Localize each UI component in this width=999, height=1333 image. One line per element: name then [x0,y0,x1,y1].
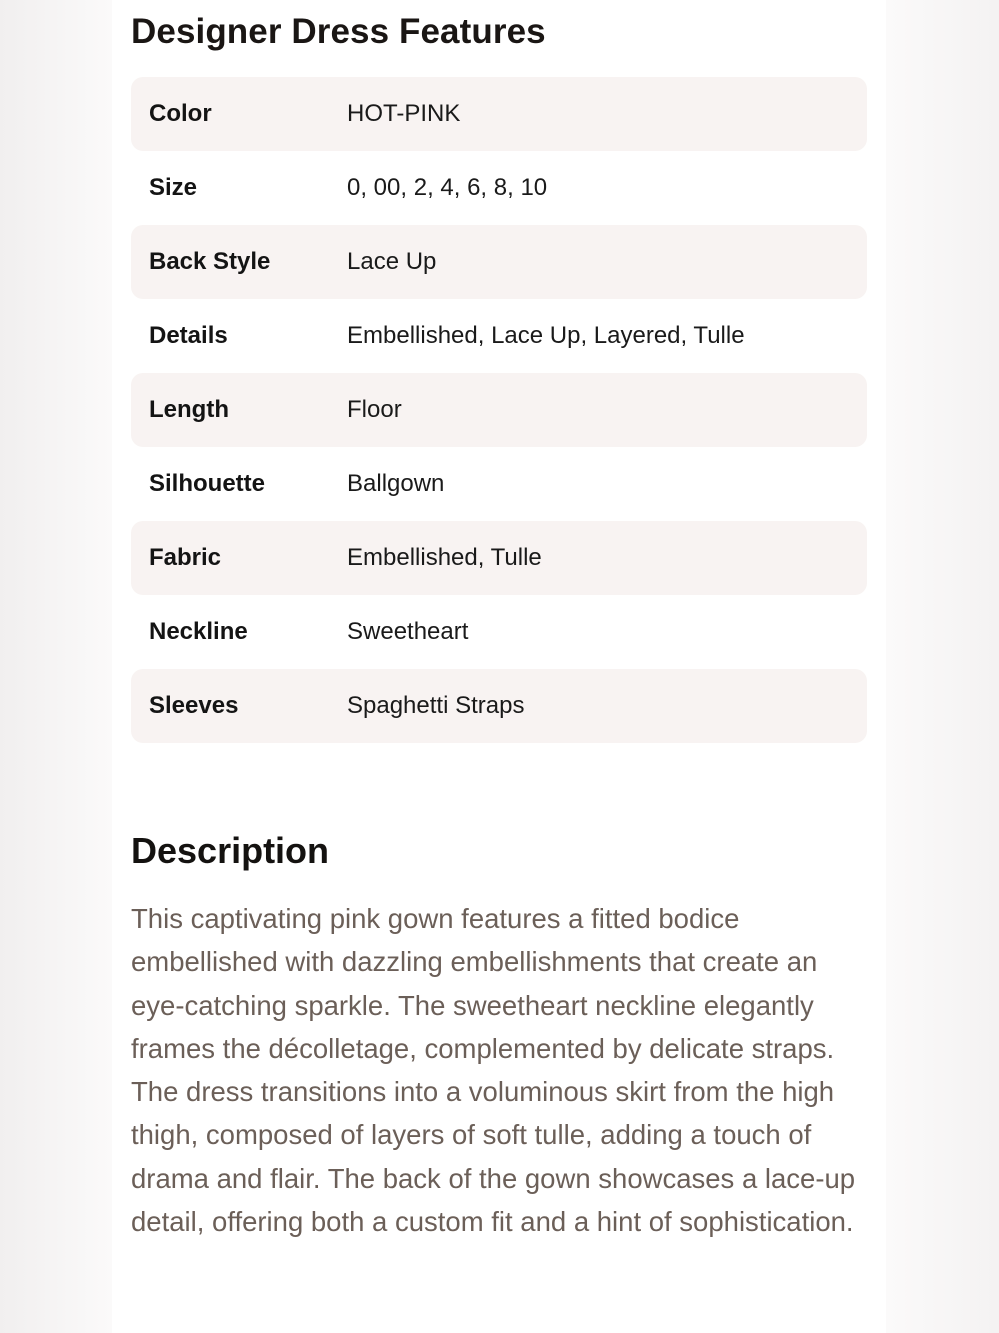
feature-row-silhouette [131,447,867,521]
feature-row-color [131,77,867,151]
feature-row-details [131,299,867,373]
feature-label: Back Style [149,248,271,275]
feature-value: Sweetheart [347,618,469,645]
description-paragraph: This captivating pink gown features a fitted bodice embellished with dazzling embellishments that create an eye-catching sparkle. The sweetheart neckline elegantly frames the décolletage, complemented by delicate straps. The dress transitions into a voluminous skirt from the high thigh, composed of layers of soft tulle, adding a touch of drama and flair. The back of the gown showcases a lace-up detail, offering both a custom fit and a hint of sophistication. [131,903,856,1238]
feature-label: Neckline [149,618,248,645]
feature-row-size [131,151,867,225]
feature-row-fabric [131,521,867,595]
features-heading: Designer Dress Features [131,12,546,51]
feature-value: Ballgown [347,470,445,497]
feature-label: Fabric [149,544,222,571]
feature-row-back-style [131,225,867,299]
feature-value: Embellished, Tulle [347,544,542,571]
feature-label: Length [149,396,229,423]
feature-label: Size [149,174,198,201]
feature-value: Spaghetti Straps [347,692,525,719]
description-heading: Description [131,830,330,871]
feature-value: Embellished, Lace Up, Layered, Tulle [347,322,745,349]
feature-value: Floor [347,396,402,423]
feature-value: HOT-PINK [347,100,461,127]
feature-value: Lace Up [347,248,437,275]
feature-row-sleeves [131,669,867,743]
feature-row-length [131,373,867,447]
feature-label: Color [149,100,212,127]
feature-label: Silhouette [149,470,266,497]
feature-row-neckline [131,595,867,669]
features-table [131,77,867,743]
feature-label: Sleeves [149,692,239,719]
feature-value: 0, 00, 2, 4, 6, 8, 10 [347,174,548,201]
feature-label: Details [149,322,228,349]
